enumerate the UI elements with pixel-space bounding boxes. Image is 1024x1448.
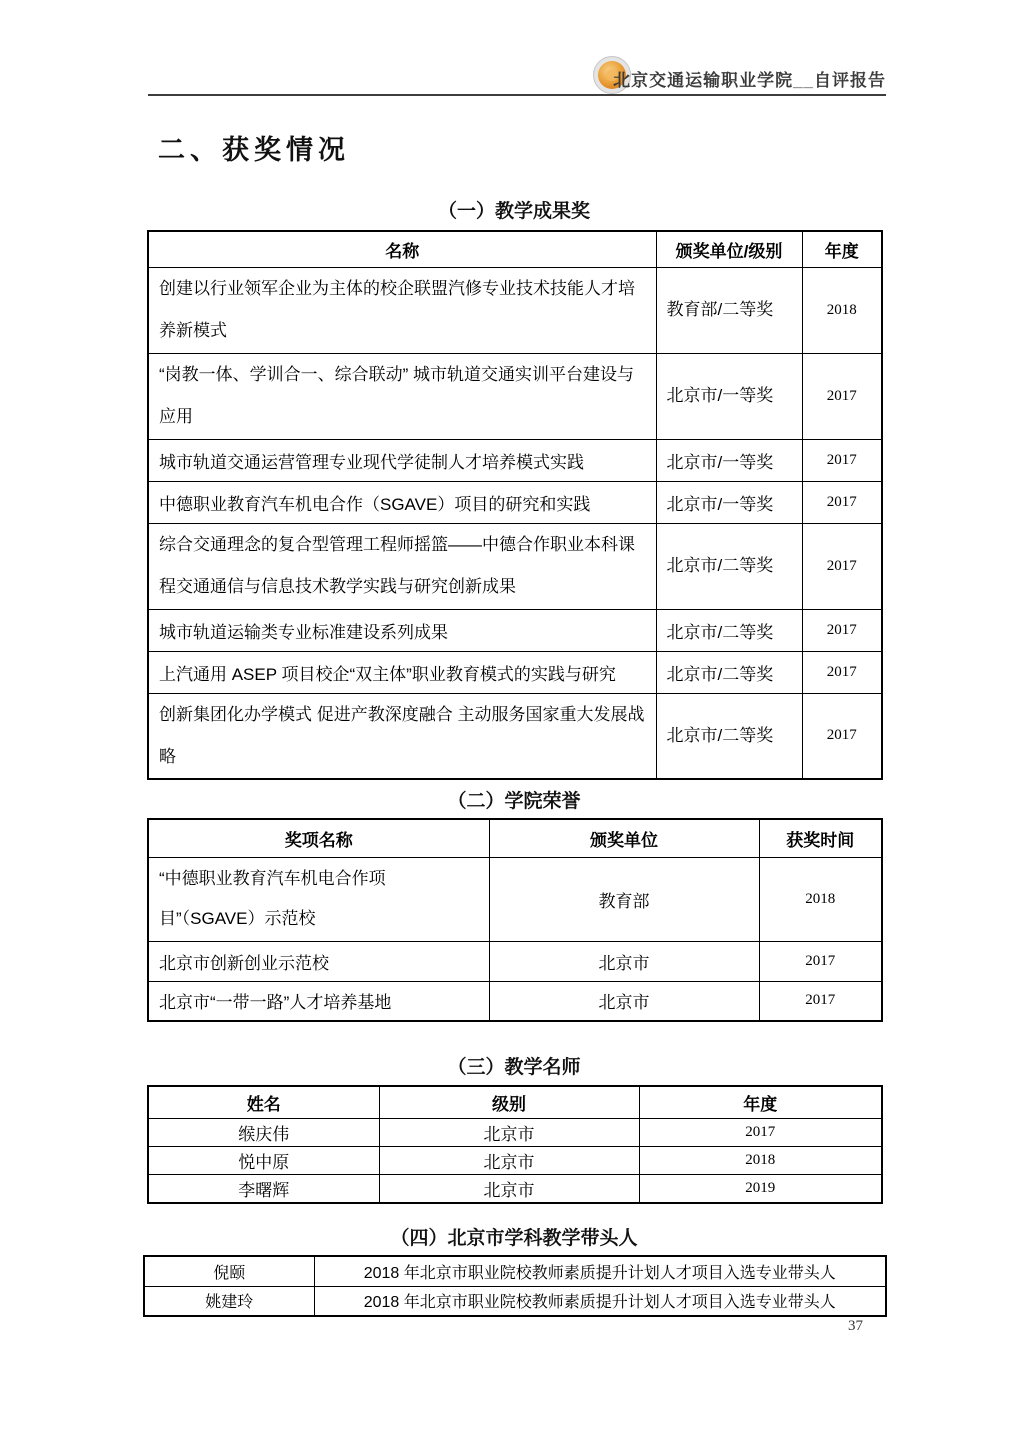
- teacher-name: 悦中原: [148, 1146, 379, 1174]
- table-row: [148, 523, 882, 609]
- table-row: [148, 1174, 882, 1203]
- award-year: 2017: [802, 439, 882, 481]
- col-header-name: 名称: [148, 231, 656, 267]
- award-name: 综合交通理念的复合型管理工程师摇篮——中德合作职业本科课程交通通信与信息技术教学实践与研究创新成果: [148, 523, 656, 609]
- col-header-award-unit: 颁奖单位: [489, 819, 759, 857]
- honor-unit: 北京市: [489, 981, 759, 1021]
- award-unit-level: 北京市/二等奖: [656, 523, 802, 609]
- col-header-award-time: 获奖时间: [759, 819, 882, 857]
- award-name: 创建以行业领军企业为主体的校企联盟汽修专业技术技能人才培养新模式: [148, 267, 656, 353]
- college-honor-table: [147, 818, 883, 1022]
- honor-year: 2017: [759, 981, 882, 1021]
- table-header-row: [148, 231, 882, 267]
- table-row: [144, 1286, 886, 1316]
- award-year: 2017: [802, 651, 882, 693]
- honor-name: “中德职业教育汽车机电合作项目”（SGAVE）示范校: [148, 857, 489, 941]
- award-year: 2018: [802, 267, 882, 353]
- leader-name: 姚建玲: [144, 1286, 314, 1316]
- col-header-award-name: 奖项名称: [148, 819, 489, 857]
- teacher-year: 2018: [639, 1146, 882, 1174]
- award-year: 2017: [802, 693, 882, 779]
- teacher-year: 2017: [639, 1118, 882, 1146]
- table-row: [148, 1146, 882, 1174]
- table-header-row: [148, 819, 882, 857]
- award-year: 2017: [802, 609, 882, 651]
- honor-name: 北京市创新创业示范校: [148, 941, 489, 981]
- award-year: 2017: [802, 523, 882, 609]
- table-row: [148, 439, 882, 481]
- table-row: [148, 651, 882, 693]
- teaching-achievement-table: [147, 230, 883, 780]
- page-number: 37: [848, 1318, 863, 1334]
- subject-leader-table: [143, 1255, 887, 1317]
- teacher-level: 北京市: [379, 1174, 639, 1203]
- table-row: [148, 941, 882, 981]
- col-header-teacher-level: 级别: [379, 1086, 639, 1118]
- col-header-teacher-name: 姓名: [148, 1086, 379, 1118]
- table1-caption: （一）教学成果奖: [437, 201, 590, 222]
- table-header-row: [148, 1086, 882, 1118]
- table-row: [148, 1118, 882, 1146]
- award-unit-level: 北京市/二等奖: [656, 693, 802, 779]
- table-row: [148, 693, 882, 779]
- teacher-level: 北京市: [379, 1118, 639, 1146]
- leader-name: 倪颐: [144, 1256, 314, 1286]
- honor-year: 2017: [759, 941, 882, 981]
- leader-description: 2018 年北京市职业院校教师素质提升计划人才项目入选专业带头人: [314, 1256, 886, 1286]
- table2-caption: （二）学院荣誉: [447, 791, 581, 812]
- col-header-teacher-year: 年度: [639, 1086, 882, 1118]
- award-unit-level: 北京市/二等奖: [656, 651, 802, 693]
- table3-caption: （三）教学名师: [447, 1057, 581, 1078]
- section-title: 二、获奖情况: [158, 135, 350, 165]
- table-row: [148, 609, 882, 651]
- award-name: “岗教一体、学训合一、综合联动” 城市轨道交通实训平台建设与应用: [148, 353, 656, 439]
- table-row: [148, 857, 882, 941]
- table-row: [144, 1256, 886, 1286]
- award-name: 创新集团化办学模式 促进产教深度融合 主动服务国家重大发展战略: [148, 693, 656, 779]
- page-header-title: 北京交通运输职业学院__自评报告: [613, 71, 886, 90]
- award-name: 城市轨道交通运营管理专业现代学徒制人才培养模式实践: [148, 439, 656, 481]
- col-header-year: 年度: [802, 231, 882, 267]
- table-row: [148, 481, 882, 523]
- award-unit-level: 北京市/二等奖: [656, 609, 802, 651]
- teacher-year: 2019: [639, 1174, 882, 1203]
- award-name: 中德职业教育汽车机电合作（SGAVE）项目的研究和实践: [148, 481, 656, 523]
- award-unit-level: 北京市/一等奖: [656, 439, 802, 481]
- leader-description: 2018 年北京市职业院校教师素质提升计划人才项目入选专业带头人: [314, 1286, 886, 1316]
- table-row: [148, 981, 882, 1021]
- table4-caption: （四）北京市学科教学带头人: [390, 1228, 638, 1249]
- award-year: 2017: [802, 481, 882, 523]
- award-year: 2017: [802, 353, 882, 439]
- award-name: 上汽通用 ASEP 项目校企“双主体”职业教育模式的实践与研究: [148, 651, 656, 693]
- honor-name: 北京市“一带一路”人才培养基地: [148, 981, 489, 1021]
- honor-year: 2018: [759, 857, 882, 941]
- award-unit-level: 教育部/二等奖: [656, 267, 802, 353]
- award-name: 城市轨道运输类专业标准建设系列成果: [148, 609, 656, 651]
- honor-unit: 北京市: [489, 941, 759, 981]
- award-unit-level: 北京市/一等奖: [656, 353, 802, 439]
- honor-unit: 教育部: [489, 857, 759, 941]
- table-row: [148, 267, 882, 353]
- famous-teacher-table: [147, 1085, 883, 1204]
- teacher-level: 北京市: [379, 1146, 639, 1174]
- teacher-name: 缑庆伟: [148, 1118, 379, 1146]
- teacher-name: 李曙辉: [148, 1174, 379, 1203]
- col-header-unit-level: 颁奖单位/级别: [656, 231, 802, 267]
- award-unit-level: 北京市/一等奖: [656, 481, 802, 523]
- table-row: [148, 353, 882, 439]
- header-divider: [148, 94, 886, 96]
